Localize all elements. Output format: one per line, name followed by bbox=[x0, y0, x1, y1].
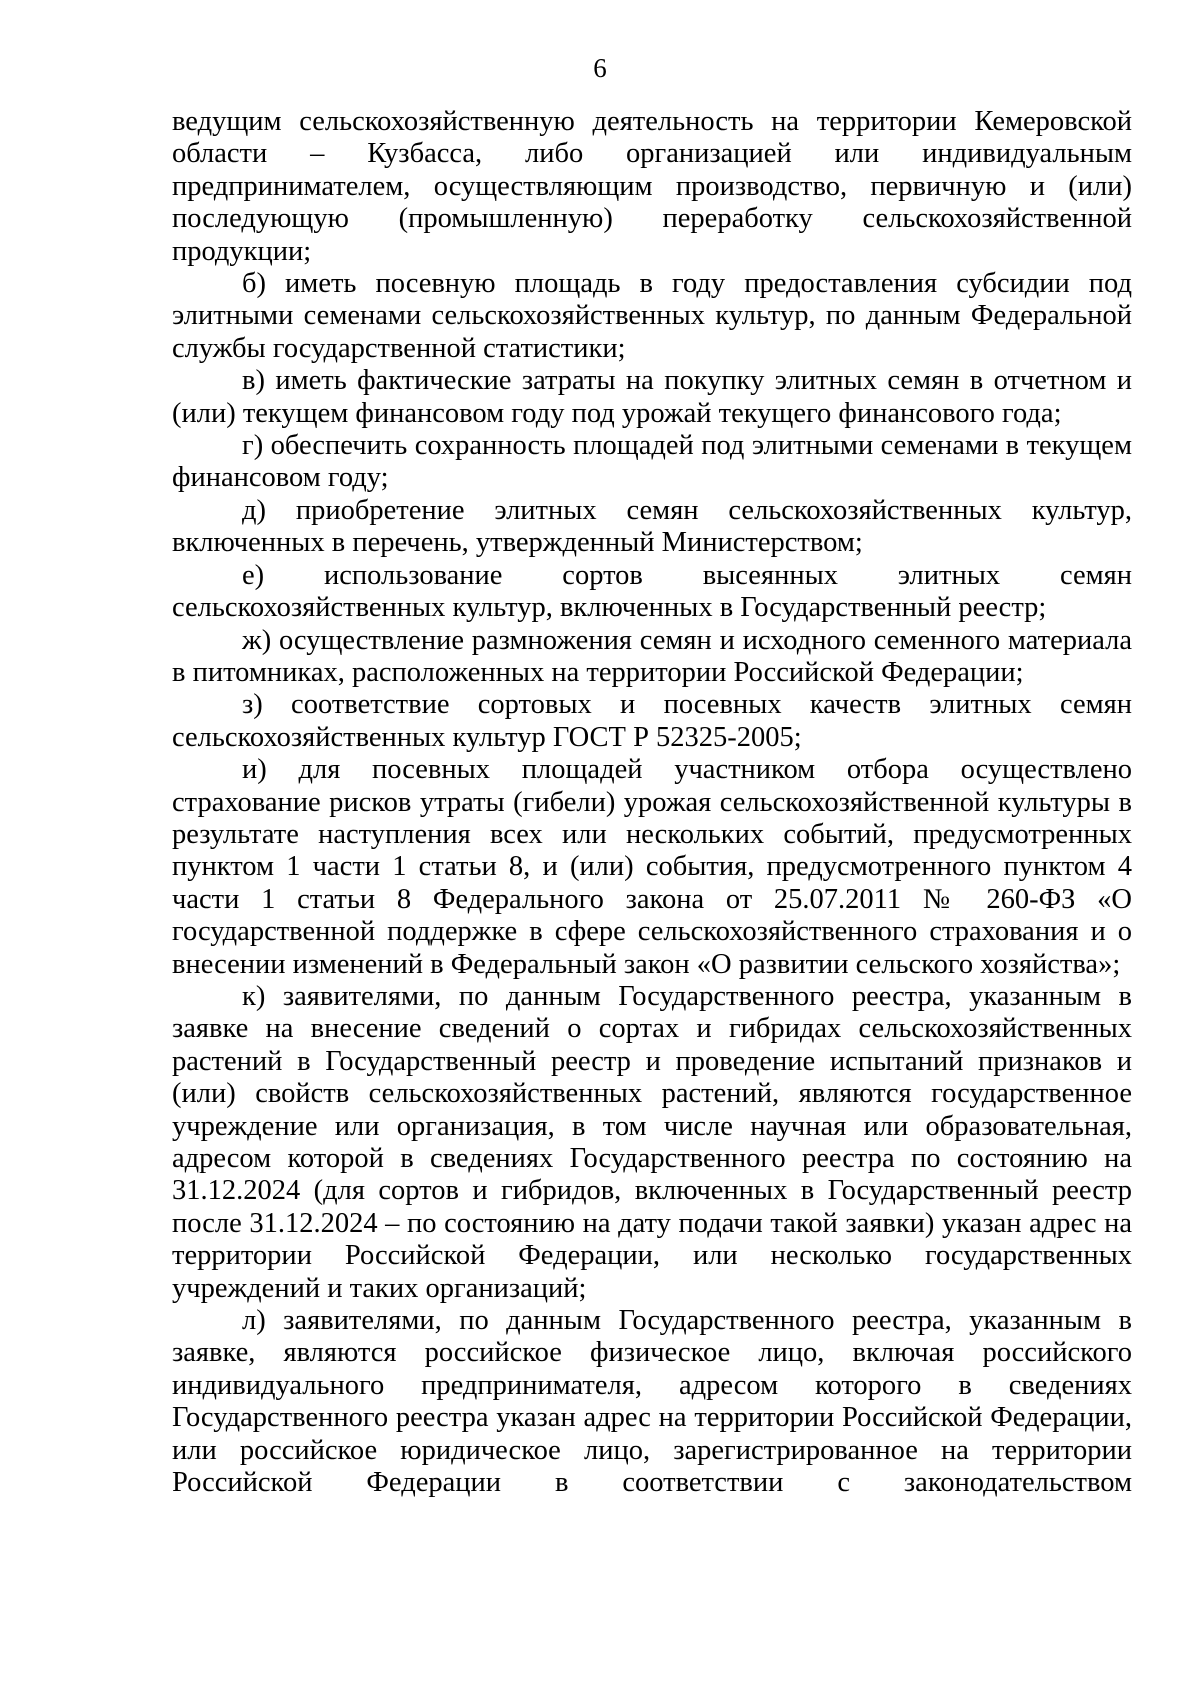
paragraph-item-b: б) иметь посевную площадь в году предоставления субсидии под элитными семенами сельскохозяйственных культур, по данным Федеральной службы государственной статистики; bbox=[172, 268, 1132, 364]
paragraph-item-z: з) соответствие сортовых и посевных качеств элитных семян сельскохозяйственных культур ГОСТ Р 52325-2005; bbox=[172, 689, 1132, 753]
paragraph-item-g: г) обеспечить сохранность площадей под элитными семенами в текущем финансовом году; bbox=[172, 430, 1132, 494]
paragraph-item-k: к) заявителями, по данным Государственного реестра, указанным в заявке на внесение сведений о сортах и гибридах сельскохозяйственных растений в Государственный реестр и проведение испытаний признаков и (или) свойств сельскохозяйственных растений, являются государственное учреждение или организация, в том числе научная или образовательная, адресом которой в сведениях Государственного реестра по состоянию на 31.12.2024 (для сортов и гибридов, включенных в Государственный реестр после 31.12.2024 – по состоянию на дату подачи такой заявки) указан адрес на территории Российской Федерации, или несколько государственных учреждений и таких организаций; bbox=[172, 980, 1132, 1304]
paragraph-item-v: в) иметь фактические затраты на покупку элитных семян в отчетном и (или) текущем финансовом году под урожай текущего финансового года; bbox=[172, 365, 1132, 429]
paragraph-item-l: л) заявителями, по данным Государственного реестра, указанным в заявке, являются российское физическое лицо, включая российского индивидуального предпринимателя, адресом которого в сведениях Государственного реестра указан адрес на территории Российской Федерации, или российское юридическое лицо, зарегистрированное на территории Российской Федерации в соответствии с законодательством bbox=[172, 1305, 1132, 1499]
paragraph-item-e: е) использование сортов высеянных элитных семян сельскохозяйственных культур, включенных в Государственный реестр; bbox=[172, 559, 1132, 624]
paragraph-item-d: д) приобретение элитных семян сельскохозяйственных культур, включенных в перечень, утвержденный Министерством; bbox=[172, 494, 1132, 559]
document-body bbox=[172, 106, 1132, 1499]
paragraph-item-zh: ж) осуществление размножения семян и исходного семенного материала в питомниках, расположенных на территории Российской Федерации; bbox=[172, 624, 1132, 688]
paragraph-item-i: и) для посевных площадей участником отбора осуществлено страхование рисков утраты (гибели) урожая сельскохозяйственной культуры в результате наступления всех или нескольких событий, предусмотренных пунктом 1 части 1 статьи 8, и (или) события, предусмотренного пунктом 4 части 1 статьи 8 Федерального закона от 25.07.2011 № 260-ФЗ «О государственной поддержке в сфере сельскохозяйственного страхования и о внесении изменений в Федеральный закон «О развитии сельского хозяйства»; bbox=[172, 754, 1132, 980]
page-number: 6 bbox=[593, 53, 607, 83]
paragraph-continuation: ведущим сельскохозяйственную деятельность на территории Кемеровской области – Кузбасса, либо организацией или индивидуальным предпринимателем, осуществляющим производство, первичную и (или) последующую (промышленную) переработку сельскохозяйственной продукции; bbox=[172, 106, 1132, 267]
